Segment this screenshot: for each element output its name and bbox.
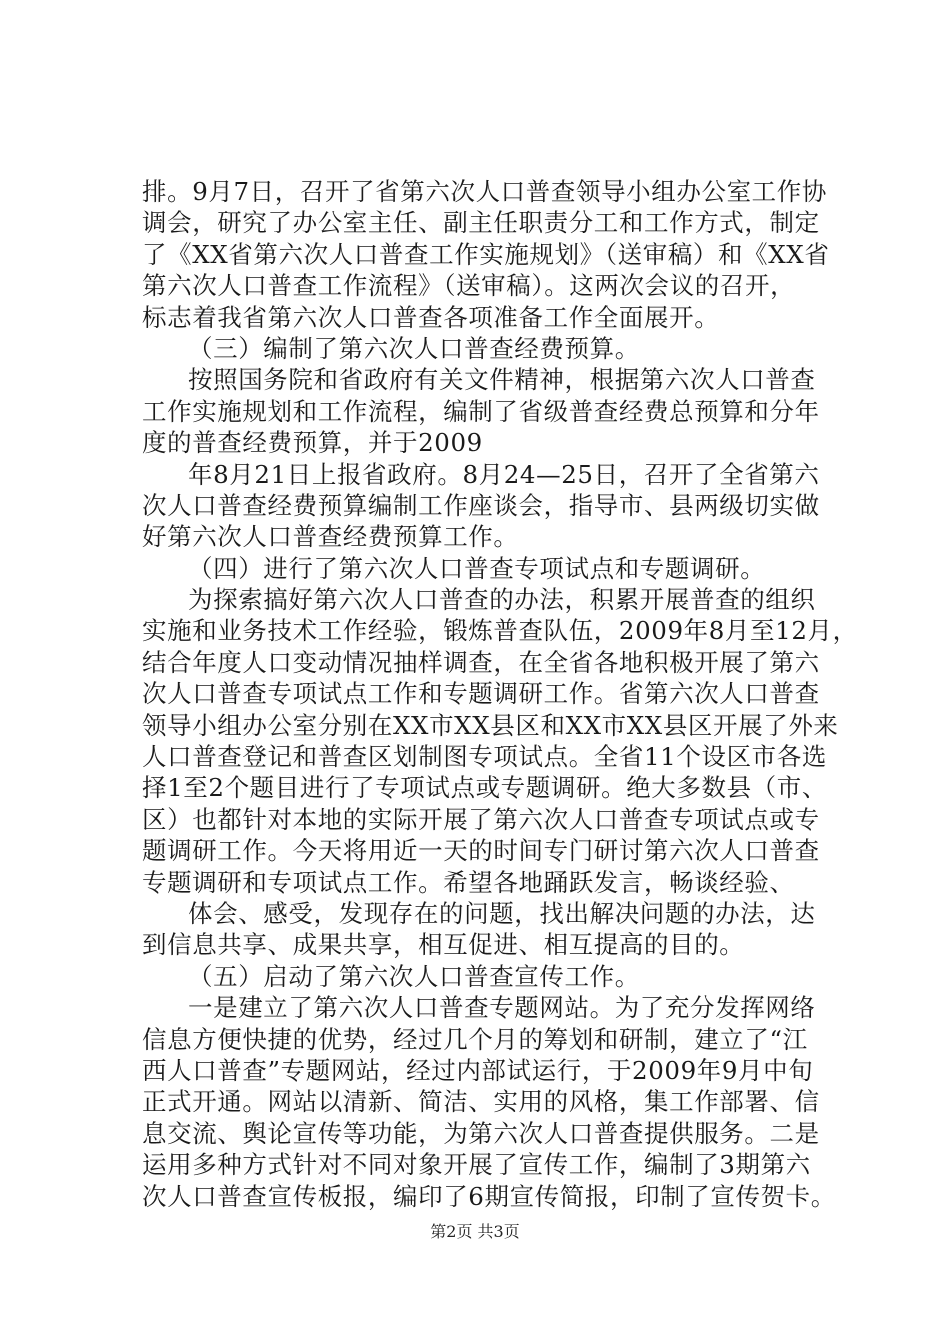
text-line: 专题调研和专项试点工作。希望各地踊跃发言，畅谈经验、	[142, 867, 795, 897]
text-line: 息交流、舆论宣传等功能，为第六次人口普查提供服务。二是	[142, 1118, 820, 1148]
text-line: 了《XX省第六次人口普查工作实施规划》（送审稿）和《XX省	[142, 239, 830, 269]
text-line: 第六次人口普查工作流程》（送审稿）。这两次会议的召开，	[142, 271, 796, 301]
text-line: 人口普查登记和普查区划制图专项试点。全省11个设区市各选	[142, 742, 827, 772]
text-line: 好第六次人口普查经费预算工作。	[142, 522, 519, 552]
text-line: 一是建立了第六次人口普查专题网站。为了充分发挥网络	[188, 993, 816, 1023]
text-line: （三）编制了第六次人口普查经费预算。	[188, 333, 640, 363]
text-line: 标志着我省第六次人口普查各项准备工作全面展开。	[142, 302, 720, 332]
text-line: 西人口普查”专题网站，经过内部试运行，于2009年9月中旬	[142, 1055, 814, 1085]
text-line: （四）进行了第六次人口普查专项试点和专题调研。	[188, 553, 766, 583]
text-line: 为探索搞好第六次人口普查的办法，积累开展普查的组织	[188, 585, 816, 615]
text-line: 年8月21日上报省政府。8月24—25日，召开了全省第六	[188, 459, 820, 489]
document-body	[142, 176, 858, 1212]
text-line: 体会、感受，发现存在的问题，找出解决问题的办法，达	[188, 898, 816, 928]
text-line: 次人口普查专项试点工作和专题调研工作。省第六次人口普查	[142, 679, 820, 709]
text-line: 信息方便快捷的优势，经过几个月的筹划和研制，建立了“江	[142, 1024, 808, 1054]
text-line: 运用多种方式针对不同对象开展了宣传工作，编制了3期第六	[142, 1150, 811, 1180]
text-line: 到信息共享、成果共享，相互促进、相互提高的目的。	[142, 930, 745, 960]
text-line: 排。9月7日，召开了省第六次人口普查领导小组办公室工作协	[142, 177, 827, 206]
text-line: 按照国务院和省政府有关文件精神，根据第六次人口普查	[188, 365, 816, 395]
text-line: 择1至2个题目进行了专项试点或专题调研。绝大多数县（市、	[142, 773, 827, 803]
text-line: 调会，研究了办公室主任、副主任职责分工和工作方式，制定	[142, 208, 820, 238]
text-line: 工作实施规划和工作流程，编制了省级普查经费总预算和分年	[142, 396, 820, 426]
text-line: 实施和业务技术工作经验，锻炼普查队伍，2009年8月至12月，	[142, 616, 858, 646]
text-line: 领导小组办公室分别在XX市XX县区和XX市XX县区开展了外来	[142, 710, 839, 740]
text-line: 次人口普查经费预算编制工作座谈会，指导市、县两级切实做	[142, 490, 820, 520]
text-line: （五）启动了第六次人口普查宣传工作。	[188, 961, 640, 991]
text-line: 度的普查经费预算，并于2009	[142, 428, 483, 458]
text-line: 区）也都针对本地的实际开展了第六次人口普查专项试点或专	[142, 804, 820, 834]
text-line: 题调研工作。今天将用近一天的时间专门研讨第六次人口普查	[142, 836, 820, 866]
page-footer: 第2页 共3页	[430, 1222, 520, 1241]
text-line: 正式开通。网站以清新、简洁、实用的风格，集工作部署、信	[142, 1087, 820, 1117]
text-line: 结合年度人口变动情况抽样调查，在全省各地积极开展了第六	[142, 647, 820, 677]
text-line: 次人口普查宣传板报，编印了6期宣传简报，印制了宣传贺卡。	[142, 1181, 836, 1211]
